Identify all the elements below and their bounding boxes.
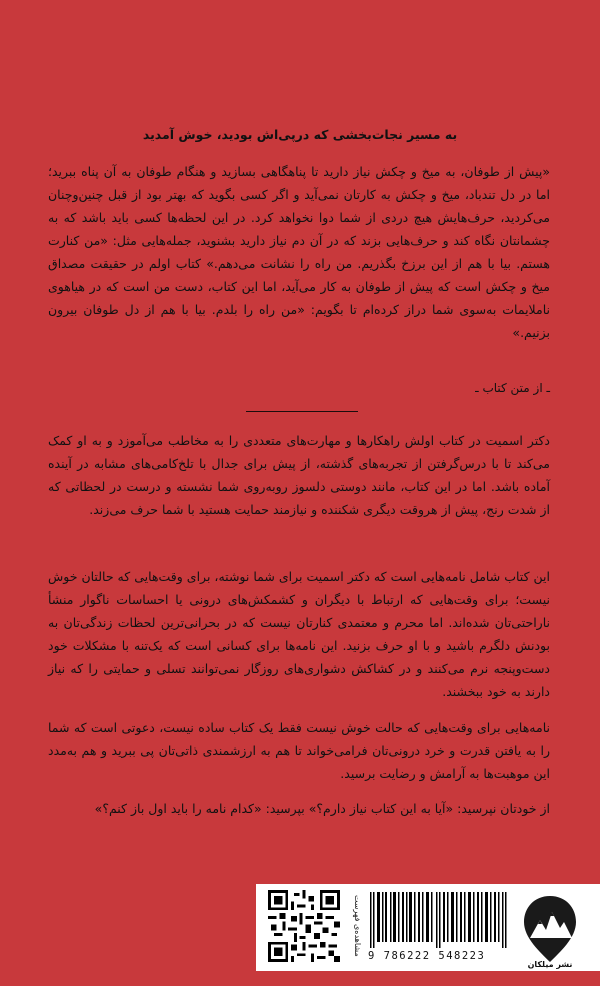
barcode-panel [256,884,600,971]
book-quote: «پیش از طوفان، به میخ و چکش نیاز دارید تا پناهگاهی بسازید و هنگام طوفان به آن پناه ببرید؛ اما در دل تندباد، میخ و چکش به کارتان نمی‌آید و اگر کسی بگوید که بهتر بود از قبل چنین‌وچنان می‌کردید، حرف‌هایش هیچ دردی از شما دوا نخواهد کرد. در این لحظه‌ها کسی باید باشد که به چشمانتان نگاه کند و حرف‌هایی بزند که در آن دم نیاز دارید بشنوید، جمله‌هایی مثل: «من کنارت هستم. بیا با هم از این برزخ بگذریم. من راه را نشانت می‌دهم.» کتاب اولم در حقیقت مصداق میخ و چکش است که پیش از طوفان به کار می‌آید، اما این کتاب، دست من است که در هیاهوی ناملایمات به‌سوی شما دراز کرده‌ام تا بگویم: «من راه را بلدم. بیا با هم از دل طوفان بیرون بزنیم.» [48,164,550,340]
barcode-icon [368,892,508,948]
intro-heading: به مسیر نجات‌بخشی که درپی‌اش بودید، خوش آمدید [142,127,458,142]
quote-source: ـ از متن کتاب ـ [475,381,550,395]
isbn-number: 9 786222 548223 [368,950,486,962]
publisher-name: نشر میلکان [527,960,573,969]
description-paragraph-1: دکتر اسمیت در کتاب اولش راهکارها و مهارت‌های متعددی را به مخاطب می‌آموزد و به او کمک می‌کند تا با درس‌گرفتن از تجربه‌های گذشته، از پیش برای جدال با تلخ‌کامی‌های مشابه در آینده آماده باشد. اما در این کتاب، مانند دوستی دلسوز روبه‌روی شما نشسته و درست در لحظاتی که از شدت رنج، پیش از هروقت دیگری شکننده و نیازمند حمایت هستید با شما حرف می‌زند. [48,433,550,517]
description-paragraph-2: این کتاب شامل نامه‌هایی است که دکتر اسمیت برای شما نوشته، برای وقت‌هایی که حالتان خوش نیست؛ برای وقت‌هایی که ارتباط با دیگران و کشمکش‌های درونی یا احساسات ناگوار منشأ ناراحتی‌تان شده‌اند. اما محرم و معتمدی کنارتان نیست که در بحرانی‌ترین لحظات زندگی‌تان به بودنش دلگرم باشید و با او حرف بزنید. این نامه‌ها برای کسانی است که یک‌تنه با مشکلات خود دست‌وپنجه نرم می‌کنند و در کشاکش دشواری‌های روزگار نمی‌توانند تسلی و حمایتی را که نیاز دارند به خود ببخشند. [48,569,550,699]
publisher-logo-icon [518,894,582,966]
qr-caption: مشاهده‌ی فهرست [353,895,362,957]
section-divider [246,411,358,412]
closing-line: از خودتان نپرسید: «آیا به این کتاب نیاز دارم؟» بپرسید: «کدام نامه را باید اول باز کنم؟» [94,801,550,816]
qr-code-icon [268,890,340,962]
description-paragraph-3: نامه‌هایی برای وقت‌هایی که حالت خوش نیست فقط یک کتاب ساده نیست، دعوتی است که شما را به یافتن قدرت و خرد درونی‌تان فرامی‌خواند تا هم به ارزشمندی ذاتی‌تان پی ببرید و هم به‌مدد این موهبت‌ها به آرامش و رضایت برسید. [48,720,550,781]
